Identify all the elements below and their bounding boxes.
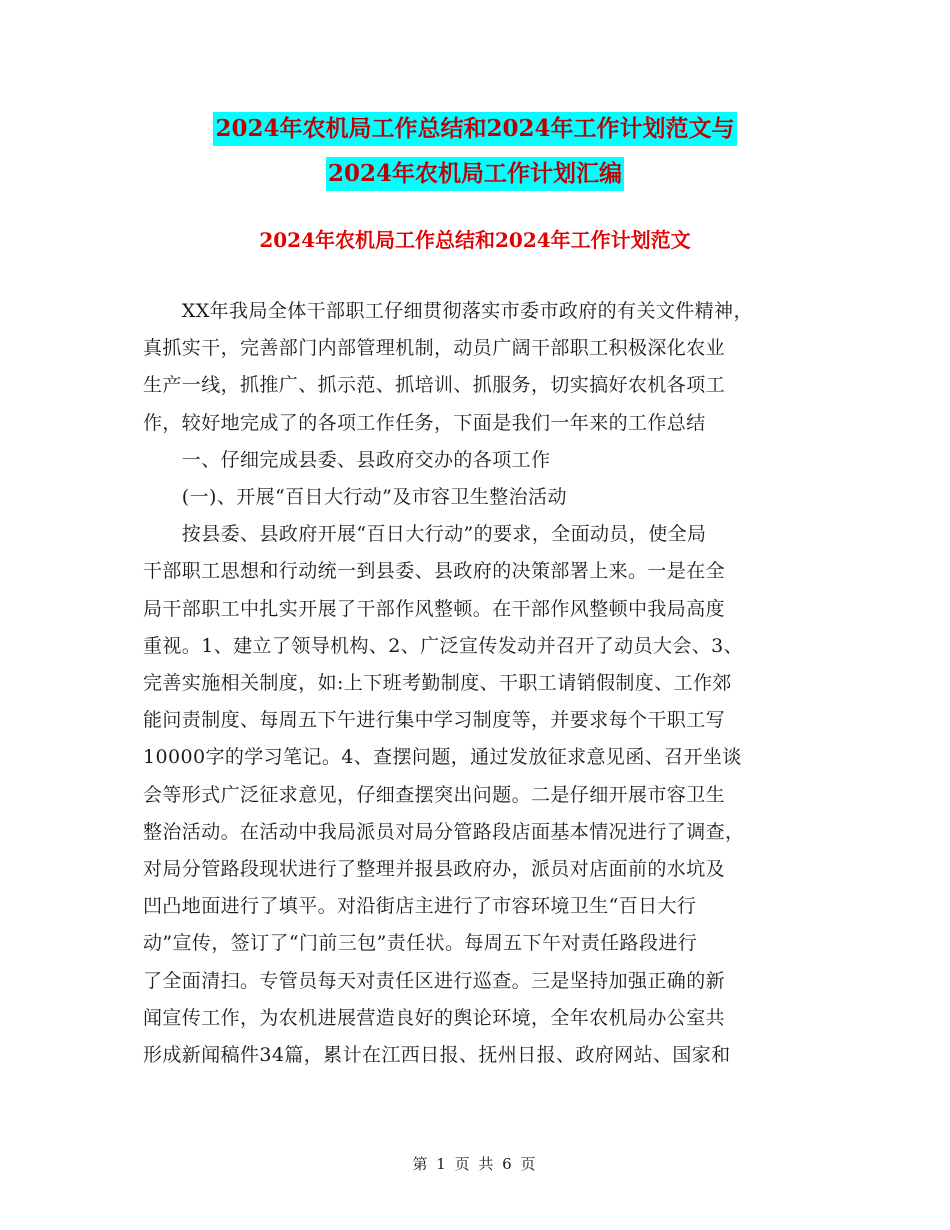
section-title: 2024年农机局工作总结和2024年工作计划范文	[259, 228, 691, 252]
body-line: 动”宣传，签订了“门前三包”责任状。每周五下午对责任路段进行	[143, 932, 698, 955]
body-line: 对局分管路段现状进行了整理并报县政府办，派员对店面前的水坑及	[143, 858, 726, 880]
body-line: 一、仔细完成县委、县政府交办的各项工作	[143, 448, 551, 471]
body-line: 生产一线，抓推广、抓示范、抓培训、抓服务，切实搞好农机各项工	[143, 374, 726, 397]
body-line: 作，较好地完成了的各项工作任务，下面是我们一年来的工作总结	[143, 411, 706, 434]
body-line: 局干部职工中扎实开展了干部作风整顿。在干部作风整顿中我局高度	[143, 597, 726, 620]
body-line: 按县委、县政府开展“百日大行动”的要求，全面动员，使全局	[143, 523, 707, 546]
body-line: (一)、开展“百日大行动”及市容卫生整治活动	[143, 486, 567, 508]
body-line: 凹凸地面进行了填平。对沿街店主进行了市容环境卫生“百日大行	[143, 895, 697, 918]
body-line: 形成新闻稿件34篇，累计在江西日报、抚州日报、政府网站、国家和	[143, 1044, 731, 1066]
body-line: 会等形式广泛征求意见，仔细查摆突出问题。二是仔细开展市容卫生	[143, 783, 726, 806]
body-line: 干部职工思想和行动统一到县委、县政府的决策部署上来。一是在全	[143, 560, 726, 583]
body-line: 整治活动。在活动中我局派员对局分管路段店面基本情况进行了调查，	[143, 820, 745, 843]
body-line: XX年我局全体干部职工仔细贯彻落实市委市政府的有关文件精神，	[143, 300, 753, 322]
title-line-1-text: 2024年农机局工作总结和2024年工作计划范文与	[213, 112, 736, 146]
body-line: 重视。1、建立了领导机构、2、广泛宣传发动并召开了动员大会、3、	[143, 634, 744, 657]
body-line: 完善实施相关制度，如:上下班考勤制度、干职工请销假制度、工作郊	[143, 672, 732, 694]
body-line: 真抓实干，完善部门内部管理机制，动员广阔干部职工积极深化农业	[143, 337, 726, 360]
body-line: 10000字的学习笔记。4、查摆问题，通过发放征求意见函、召开坐谈	[143, 746, 742, 769]
title-line-1	[0, 112, 950, 146]
body-line: 闻宣传工作，为农机进展营造良好的舆论环境，全年农机局办公室共	[143, 1006, 726, 1029]
page-footer: 第 1 页 共 6 页	[412, 1155, 538, 1173]
title-line-2-text: 2024年农机局工作计划汇编	[326, 157, 624, 191]
title-line-2	[0, 157, 950, 191]
body-line: 能问责制度、每周五下午进行集中学习制度等，并要求每个干职工写	[143, 709, 726, 732]
body-line: 了全面清扫。专管员每天对责任区进行巡查。三是坚持加强正确的新	[143, 969, 726, 992]
